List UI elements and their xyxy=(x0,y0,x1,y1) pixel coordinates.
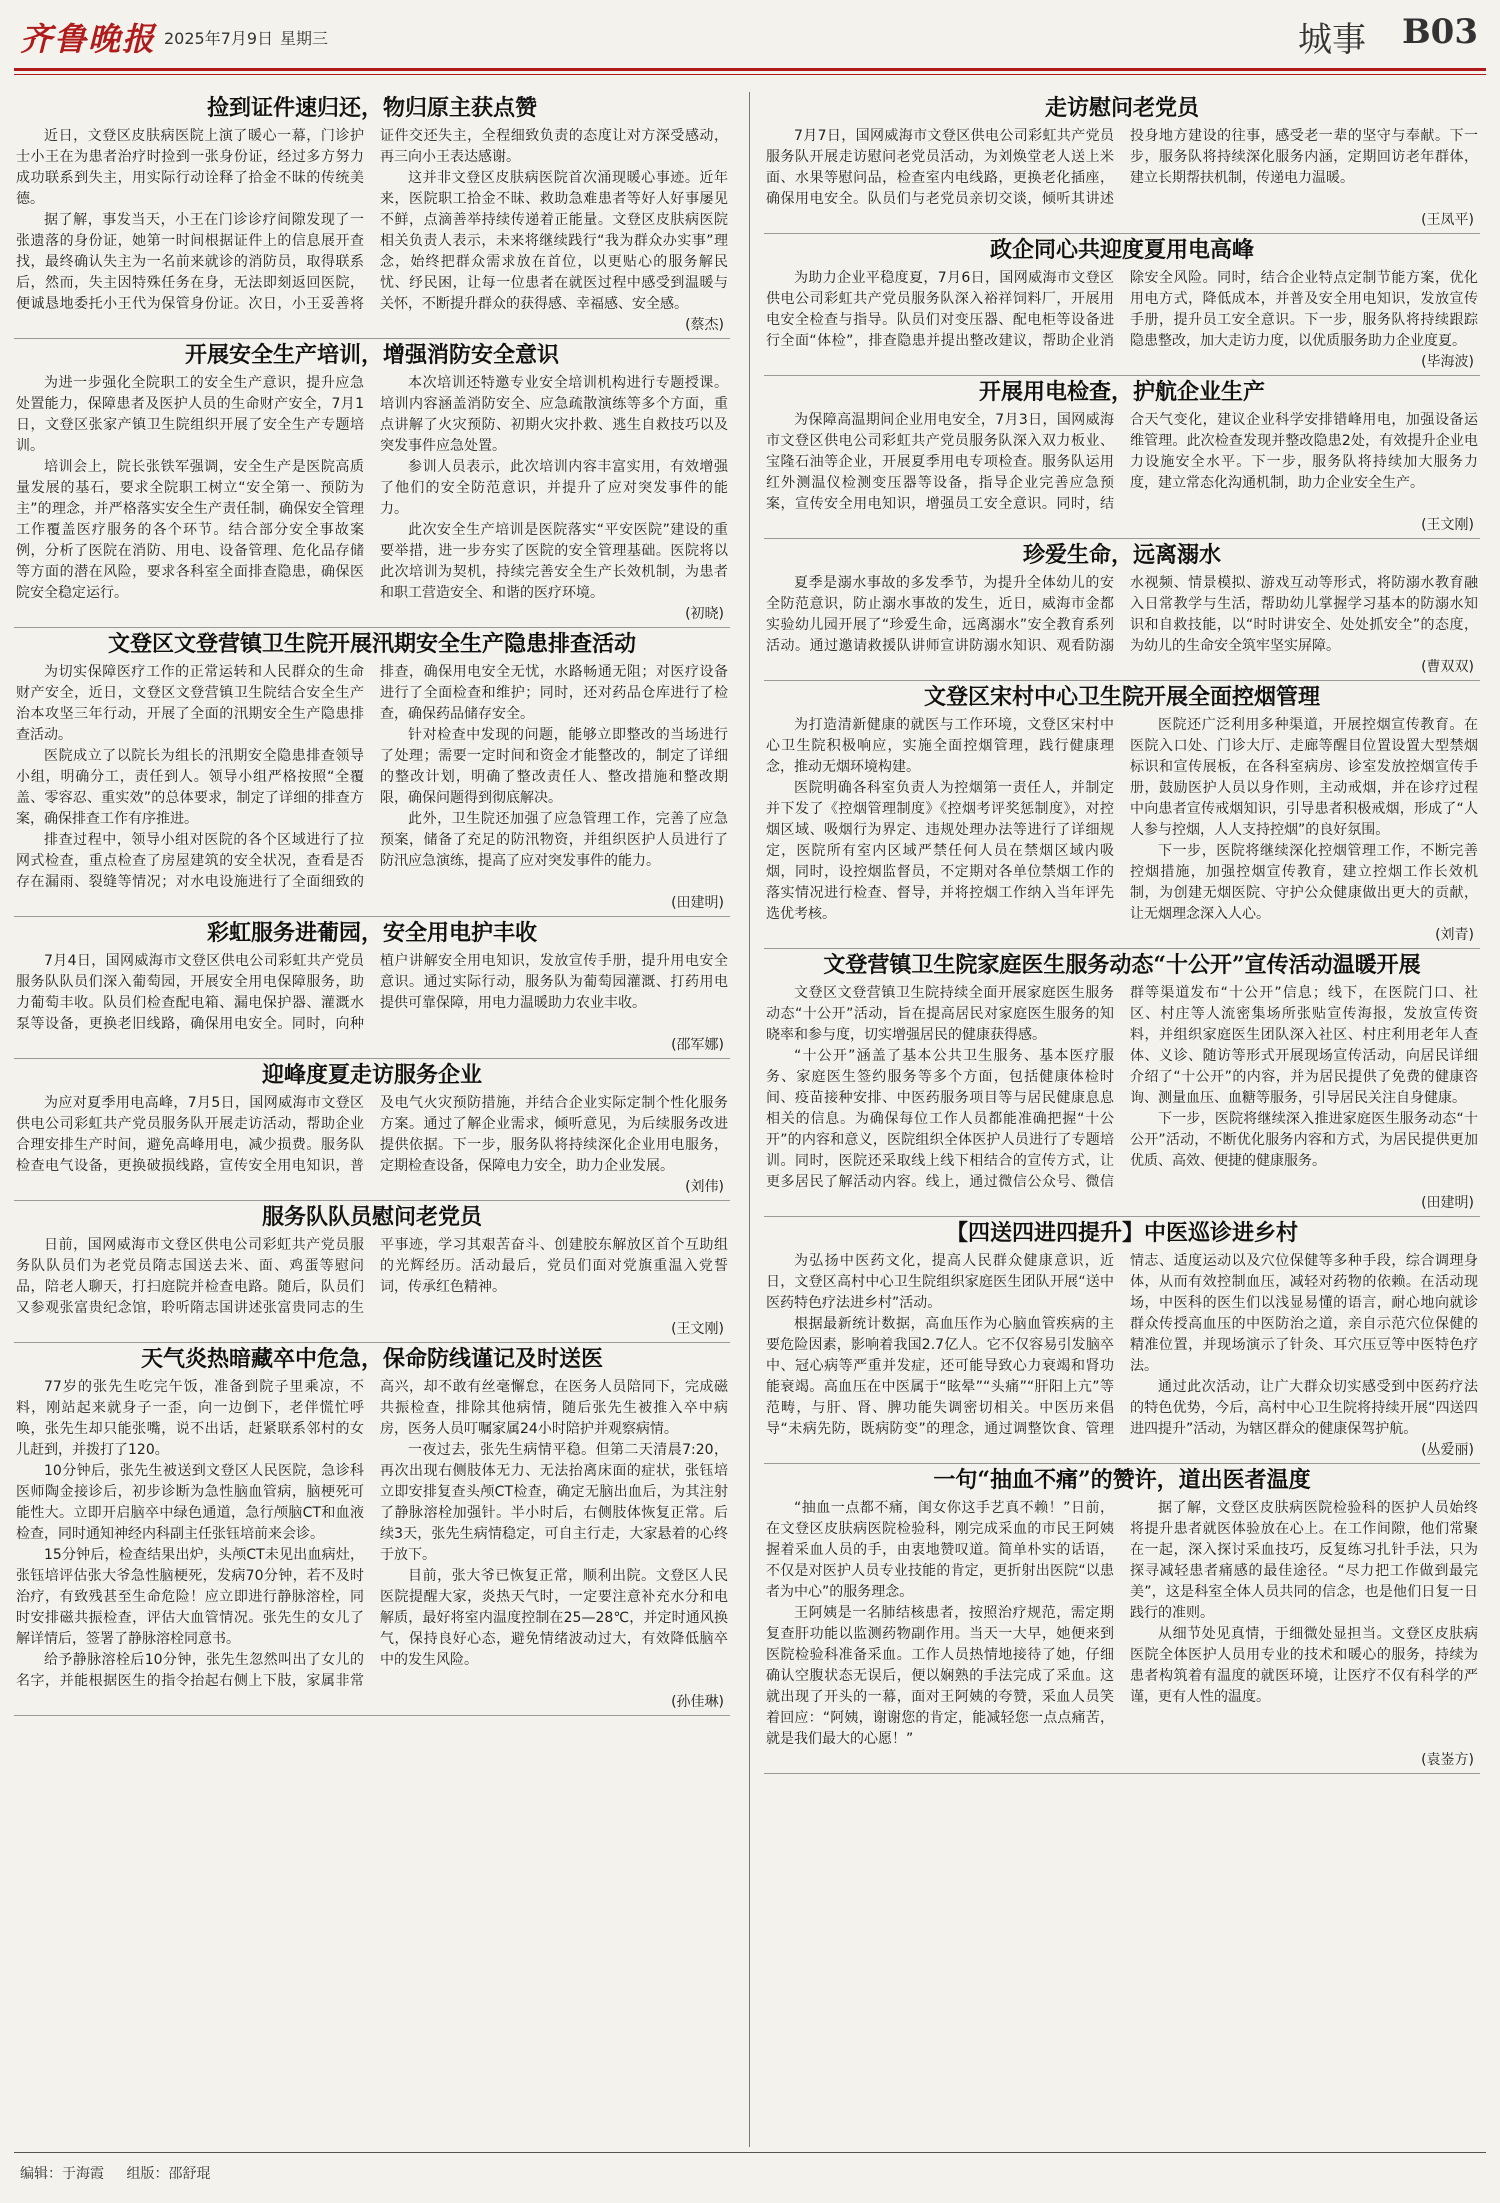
column-divider xyxy=(749,92,750,2147)
article-body xyxy=(766,1498,1478,1750)
article-body xyxy=(766,268,1478,352)
article xyxy=(764,378,1480,539)
article-byline: (初晓) xyxy=(685,606,724,622)
article-byline: (田建明) xyxy=(671,895,724,911)
article-paragraph: “抽血一点都不痛，闺女你这手艺真不赖！”日前，在文登区皮肤病医院检验科，刚完成采血的市民王阿姨握着采血人员的手，由衷地赞叹道。简单朴实的话语，不仅是对医护人员专业技能的肯定，更折射出医院“以患者为中心”的服务理念。 xyxy=(766,1500,1114,1600)
article-title: 政企同心共迎度夏用电高峰 xyxy=(989,237,1254,263)
article-title: 捡到证件速归还，物归原主获点赞 xyxy=(206,95,537,121)
article-paragraph: 下一步，医院将继续深入推进家庭医生服务动态“十公开”活动，不断优化服务内容和方式，为居民提供更加优质、高效、便捷的健康服务。 xyxy=(1130,1111,1478,1169)
issue-weekday: 星期三 xyxy=(280,29,329,48)
article-paragraph: 医院还广泛利用多种渠道，开展控烟宣传教育。在医院入口处、门诊大厅、走廊等醒目位置设置大型禁烟标识和宣传展板，在各科室病房、诊室发放控烟宣传手册，鼓励医护人员以身作则，主动戒烟，并在诊疗过程中向患者宣传戒烟知识，引导患者积极戒烟，形成了“人人参与控烟，人人支持控烟”的良好氛围。 xyxy=(1130,717,1478,838)
article-byline: (袁崟方) xyxy=(1421,1752,1474,1768)
article-paragraph: 参训人员表示，此次培训内容丰富实用，有效增强了他们的安全防范意识，并提升了应对突发事件的能力。 xyxy=(380,459,728,517)
article-body xyxy=(766,1251,1478,1440)
header-rule-thin xyxy=(14,74,1486,75)
article-paragraph: 为弘扬中医药文化，提高人民群众健康意识，近日，文登区高村中心卫生院组织家庭医生团队开展“送中医药特色疗法进乡村”活动。 xyxy=(766,1253,1114,1311)
article-byline: (刘青) xyxy=(1435,927,1474,943)
article-title: 开展用电检查，护航企业生产 xyxy=(978,379,1265,405)
article xyxy=(764,951,1480,1217)
article-title: 一句“抽血不痛”的赞许，道出医者温度 xyxy=(933,1467,1311,1493)
article-paragraph: 根据最新统计数据，高血压作为心脑血管疾病的主要危险因素，影响着我国2.7亿人。它不仅容易引发脑卒中、冠心病等严重并发症，还可能导致心力衰竭和肾功能衰竭。高血压在中医属于“眩晕”“头痛”“肝阳上亢”等范畴，与肝、肾、脾功能失调密切相关。中医历来倡导“未病先防，既病防变”的理念，通过调整饮食、管理情志、适度运动以及穴位保健等多种手段，综合调理身体，从而有效控制血压，减轻对药物的依赖。在活动现场，中医科的医生们以浅显易懂的语言，耐心地向就诊群众传授高血压的中医防治之道，亲自示范穴位保健的精准位置，并现场演示了针灸、耳穴压豆等中医特色疗法。 xyxy=(766,1253,1478,1437)
article-body xyxy=(766,715,1478,925)
masthead xyxy=(14,10,1486,66)
issue-date: 2025年7月9日 xyxy=(164,29,274,48)
article-paragraph: 针对检查中发现的问题，能够立即整改的当场进行了处理；需要一定时间和资金才能整改的，制定了详细的整改计划，明确了整改责任人、整改措施和整改期限，确保问题得到彻底解决。 xyxy=(380,727,728,806)
article-paragraph: 77岁的张先生吃完午饭，准备到院子里乘凉，不料，刚站起来就身子一歪，向一边倒下，老伴慌忙呼唤，张先生却只能张嘴，说不出话，赶紧联系邻村的女儿赶到，并拨打了120。 xyxy=(16,1379,364,1458)
article-title: 开展安全生产培训，增强消防安全意识 xyxy=(184,342,559,368)
header-rule xyxy=(14,68,1486,71)
article-body xyxy=(766,573,1478,657)
article xyxy=(764,1466,1480,1774)
right-column xyxy=(764,92,1480,2147)
article-paragraph: 7月7日，国网威海市文登区供电公司彩虹共产党员服务队开展走访慰问老党员活动，为刘焕堂老人送上米面、水果等慰问品，检查室内电线路，更换老化插座，确保用电安全。队员们与老党员亲切交谈，倾听其讲述投身地方建设的往事，感受老一辈的坚守与奉献。下一步，服务队将持续深化服务内涵，定期回访老年群体，建立长期帮扶机制，传递电力温暖。 xyxy=(766,128,1478,207)
page-footer xyxy=(20,2163,228,2183)
article-byline: (孙佳琳) xyxy=(671,1694,724,1710)
article xyxy=(14,94,730,339)
article-byline: (丛爱丽) xyxy=(1421,1442,1474,1458)
article-paragraph: 据了解，事发当天，小王在门诊诊疗间隙发现了一张遗落的身份证，她第一时间根据证件上的信息展开查找，最终确认失主为一名前来就诊的消防员，取得联系后，然而，失主因特殊任务在身，无法即刻返回医院，便诚恳地委托小王代为保管身份证。次日，小王妥善将证件交还失主，全程细致负责的态度让对方深受感动，再三向小王表达感谢。 xyxy=(16,128,728,312)
layout-credit: 组版：邵舒琨 xyxy=(126,2166,211,2182)
article-paragraph: 10分钟后，张先生被送到文登区人民医院，急诊科医师陶金接诊后，初步诊断为急性脑血管病，脑梗死可能性大。立即开启脑卒中绿色通道，急行颅脑CT和血液检查，同时通知神经内科副主任张钰培前来会诊。 xyxy=(16,1463,364,1542)
article-paragraph: 培训会上，院长张铁军强调，安全生产是医院高质量发展的基石，要求全院职工树立“安全第一、预防为主”的理念，并严格落实安全生产责任制，确保安全管理工作覆盖医疗服务的各个环节。结合部分安全事故案例，分析了医院在消防、用电、设备管理、危化品存储等方面的潜在风险，要求各科室全面排查隐患，确保医院安全稳定运行。 xyxy=(16,459,364,601)
article-paragraph: 据了解，文登区皮肤病医院检验科的医护人员始终将提升患者就医体验放在心上。在工作间隙，他们常聚在一起，深入探讨采血技巧，反复练习扎针手法，只为探寻减轻患者痛感的最佳途径。“尽力把工作做到最完美”，这是科室全体人员共同的信念，也是他们日复一日践行的准则。 xyxy=(1130,1500,1478,1621)
article-body xyxy=(16,1377,728,1692)
article-body xyxy=(16,373,728,604)
article-body xyxy=(16,662,728,893)
article-title: 珍爱生命，远离溺水 xyxy=(1022,542,1221,568)
left-column xyxy=(14,92,730,2147)
article-title: 迎峰度夏走访服务企业 xyxy=(261,1062,482,1088)
article-paragraph: 下一步，医院将继续深化控烟管理工作，不断完善控烟措施，加强控烟宣传教育，建立控烟工作长效机制，为创建无烟医院、守护公众健康做出更大的贡献，让无烟理念深入人心。 xyxy=(1130,843,1478,922)
article-body xyxy=(16,126,728,315)
section-name: 城事 xyxy=(1298,20,1366,60)
article xyxy=(14,1203,730,1343)
article-paragraph: “十公开”涵盖了基本公共卫生服务、基本医疗服务、家庭医生签约服务等多个方面，包括健康体检时间、疫苗接种安排、中医药服务项目等与居民健康息息相关的信息。为确保每位工作人员都能准确把握“十公开”的内容和意义，医院组织全体医护人员进行了专题培训。同时，医院还采取线上线下相结合的宣传方式，让更多居民了解活动内容。线上，通过微信公众号、微信群等渠道发布“十公开”信息；线下，在医院门口、社区、村庄等人流密集场所张贴宣传海报，发放宣传资料，并组织家庭医生团队深入社区、村庄利用老年人查体、义诊、随访等形式开展现场宣传活动，向居民详细介绍了“十公开”的内容，并为居民提供了免费的健康咨询、测量血压、血糖等服务，引导居民关注自身健康。 xyxy=(766,985,1478,1190)
article-title: 天气炎热暗藏卒中危急，保命防线谨记及时送医 xyxy=(140,1346,603,1372)
article-paragraph: 这并非文登区皮肤病医院首次涌现暖心事迹。近年来，医院职工拾金不昧、救助急难患者等好人好事屡见不鲜，点滴善举持续传递着正能量。文登区皮肤病医院相关负责人表示，未来将继续践行“我为群众办实事”理念，始终把群众需求放在首位，以更贴心的服务解民忧、纾民困，让每一位患者在就医过程中感受到温暖与关怀，不断提升群众的获得感、幸福感、安全感。 xyxy=(380,170,728,312)
article-paragraph: 医院明确各科室负责人为控烟第一责任人，并制定并下发了《控烟管理制度》《控烟考评奖惩制度》，对控烟区域、吸烟行为界定、违规处理办法等进行了详细规定，医院所有室内区域严禁任何人员在禁烟区域内吸烟，同时，设控烟监督员，不定期对各单位禁烟工作的落实情况进行检查、督导，并将控烟工作纳入当年评先选优考核。 xyxy=(766,780,1114,922)
article-body xyxy=(16,1235,728,1319)
article xyxy=(764,236,1480,376)
article-byline: (蔡杰) xyxy=(685,317,724,333)
article-body xyxy=(766,983,1478,1193)
article-paragraph: 为保障高温期间企业用电安全，7月3日，国网威海市文登区供电公司彩虹共产党员服务队深入双力板业、宝隆石油等企业，开展夏季用电专项检查。服务队运用红外测温仪检测变压器等设备，指导企业完善应急预案，宣传安全用电知识，增强员工安全意识。同时，结合天气变化，建议企业科学安排错峰用电，加强设备运维管理。此次检查发现并整改隐患2处，有效提升企业电力设施安全水平。下一步，服务队将持续加大服务力度，建立常态化沟通机制，助力企业安全生产。 xyxy=(766,412,1478,512)
article-paragraph: 为应对夏季用电高峰，7月5日，国网威海市文登区供电公司彩虹共产党员服务队开展走访活动，帮助企业合理安排生产时间，避免高峰用电，减少损费。服务队检查电气设备，更换破损线路，宣传安全用电知识，普及电气火灾预防措施，并结合企业实际定制个性化服务方案。通过了解企业需求，倾听意见，为后续服务改进提供依据。下一步，服务队将持续深化企业用电服务，定期检查设备，保障电力安全，助力企业发展。 xyxy=(16,1095,728,1174)
article-paragraph: 为进一步强化全院职工的安全生产意识，提升应急处置能力，保障患者及医护人员的生命财产安全，7月1日，文登区张家产镇卫生院组织开展了安全生产专题培训。 xyxy=(16,375,364,454)
article-paragraph: 夏季是溺水事故的多发季节，为提升全体幼儿的安全防范意识，防止溺水事故的发生，近日，威海市金都实验幼儿园开展了“珍爱生命，远离溺水”安全教育系列活动。通过邀请救援队讲师宣讲防溺水知识、观看防溺水视频、情景模拟、游戏互动等形式，将防溺水教育融入日常教学与生活，帮助幼儿掌握学习基本的防溺水知识和自救技能，以“时时讲安全、处处抓安全”的态度，为幼儿的生命安全筑牢坚实屏障。 xyxy=(766,575,1478,654)
article xyxy=(14,341,730,628)
article-paragraph: 此外，卫生院还加强了应急管理工作，完善了应急预案，储备了充足的防汛物资，并组织医护人员进行了防汛应急演练，提高了应对突发事件的能力。 xyxy=(380,811,728,869)
article-paragraph: 排查过程中，领导小组对医院的各个区域进行了拉网式检查，重点检查了房屋建筑的安全状况，查看是否存在漏雨、裂缝等情况；对水电设施进行了全面细致的排查，确保用电安全无忧，水路畅通无阻；对医疗设备进行了全面检查和维护；同时，还对药品仓库进行了检查，确保药品储存安全。 xyxy=(16,664,728,890)
article-byline: (田建明) xyxy=(1421,1195,1474,1211)
article-paragraph: 为切实保障医疗工作的正常运转和人民群众的生命财产安全，近日，文登区文登营镇卫生院结合安全生产治本攻坚三年行动，开展了全面的汛期安全生产隐患排查活动。 xyxy=(16,664,364,743)
article-paragraph: 王阿姨是一名肺结核患者，按照治疗规范，需定期复查肝功能以监测药物副作用。当天一大早，她便来到医院检验科准备采血。工作人员热情地接待了她，仔细确认空腹状态无误后，便以娴熟的手法完成了采血。这就出现了开头的一幕，面对王阿姨的夸赞，采血人员笑着回应：“阿姨，谢谢您的肯定，能减轻您一点点痛苦，就是我们最大的心愿！” xyxy=(766,1605,1114,1747)
article-paragraph: 此次安全生产培训是医院落实“平安医院”建设的重要举措，进一步夯实了医院的安全管理基础。医院将以此次培训为契机，持续完善安全生产长效机制，为患者和职工营造安全、和谐的医疗环境。 xyxy=(380,522,728,601)
article xyxy=(764,683,1480,949)
article-title: 彩虹服务进葡园，安全用电护丰收 xyxy=(206,920,537,946)
article-byline: (王文刚) xyxy=(1421,517,1474,533)
article-paragraph: 一夜过去，张先生病情平稳。但第二天清晨7:20，再次出现右侧肢体无力、无法抬离床面的症状，张钰培立即安排复查头颅CT检查，确定无脑出血后，为其注射了静脉溶栓加强针。半小时后，右侧肢体恢复正常。后续3天，张先生病情稳定，可自主行走，大家悬着的心终于放下。 xyxy=(380,1442,728,1563)
article-paragraph: 为打造清新健康的就医与工作环境，文登区宋村中心卫生院积极响应，实施全面控烟管理，践行健康理念，推动无烟环境构建。 xyxy=(766,717,1114,775)
article-paragraph: 日前，国网威海市文登区供电公司彩虹共产党员服务队队员们为老党员隋志国送去米、面、鸡蛋等慰问品，陪老人聊天，打扫庭院并检查电路。随后，队员们又参观张富贵纪念馆，聆听隋志国讲述张富贵同志的生平事迹，学习其艰苦奋斗、创建胶东解放区首个互助组的光辉经历。活动最后，党员们面对党旗重温入党誓词，传承红色精神。 xyxy=(16,1237,728,1316)
article-title: 文登区宋村中心卫生院开展全面控烟管理 xyxy=(923,684,1320,710)
article-body xyxy=(16,951,728,1035)
article xyxy=(14,1345,730,1716)
article xyxy=(14,630,730,917)
article-title: 服务队队员慰问老党员 xyxy=(261,1204,482,1230)
page-number: B03 xyxy=(1401,12,1478,52)
footer-rule xyxy=(14,2152,1486,2153)
article-title: 文登营镇卫生院家庭医生服务动态“十公开”宣传活动温暖开展 xyxy=(823,952,1421,978)
article-title: 【四送四进四提升】中医巡诊进乡村 xyxy=(945,1220,1298,1246)
article-paragraph: 本次培训还特邀专业安全培训机构进行专题授课。培训内容涵盖消防安全、应急疏散演练等多个方面，重点讲解了火灾预防、初期火灾扑救、逃生自救技巧以及突发事件应急处置。 xyxy=(380,375,728,454)
article-body xyxy=(766,410,1478,515)
article xyxy=(764,541,1480,681)
newspaper-logo: 齐鲁晚报 xyxy=(20,20,157,58)
article-byline: (曹双双) xyxy=(1421,659,1474,675)
article-paragraph: 7月4日，国网威海市文登区供电公司彩虹共产党员服务队队员们深入葡萄园，开展安全用电保障服务，助力葡萄丰收。队员们检查配电箱、漏电保护器、灌溉水泵等设备，更换老旧线路，确保用电安全。同时，向种植户讲解安全用电知识，发放宣传手册，提升用电安全意识。通过实际行动，服务队为葡萄园灌溉、打药用电提供可靠保障，用电力温暖助力农业丰收。 xyxy=(16,953,728,1032)
article-body xyxy=(16,1093,728,1177)
article-paragraph: 给予静脉溶栓后10分钟，张先生忽然叫出了女儿的名字，并能根据医生的指令抬起右侧上下肢，家属非常高兴，却不敢有丝毫懈怠，在医务人员陪同下，完成磁共振检查，排除其他病情，随后张先生被推入卒中病房，医务人员叮嘱家属24小时陪护并观察病情。 xyxy=(16,1379,728,1689)
article-paragraph: 目前，张大爷已恢复正常，顺利出院。文登区人民医院提醒大家，炎热天气时，一定要注意补充水分和电解质，最好将室内温度控制在25—28℃，并定时通风换气，保持良好心态，避免情绪波动过大，有效降低脑卒中的发生风险。 xyxy=(380,1568,728,1668)
article xyxy=(764,1219,1480,1464)
article xyxy=(14,1061,730,1201)
article-byline: (邵军娜) xyxy=(671,1037,724,1053)
article-paragraph: 近日，文登区皮肤病医院上演了暖心一幕，门诊护士小王在为患者治疗时捡到一张身份证，经过多方努力成功联系到失主，用实际行动诠释了拾金不昧的传统美德。 xyxy=(16,128,364,207)
article-byline: (王文刚) xyxy=(671,1321,724,1337)
article xyxy=(14,919,730,1059)
article-paragraph: 文登区文登营镇卫生院持续全面开展家庭医生服务动态“十公开”活动，旨在提高居民对家庭医生服务的知晓率和参与度，切实增强居民的健康获得感。 xyxy=(766,985,1114,1043)
article-paragraph: 医院成立了以院长为组长的汛期安全隐患排查领导小组，明确分工，责任到人。领导小组严格按照“全覆盖、零容忍、重实效”的总体要求，制定了详细的排查方案，确保排查工作有序推进。 xyxy=(16,748,364,827)
article-title: 走访慰问老党员 xyxy=(1044,95,1199,121)
article-paragraph: 从细节处见真情，于细微处显担当。文登区皮肤病医院全体医护人员用专业的技术和暖心的服务，持续为患者构筑着有温度的就医环境，让医疗不仅有科学的严谨，更有人性的温度。 xyxy=(1130,1626,1478,1705)
article-paragraph: 通过此次活动，让广大群众切实感受到中医药疗法的特色优势，今后，高村中心卫生院将持续开展“四送四进四提升”活动，为辖区群众的健康保驾护航。 xyxy=(1130,1379,1478,1437)
article-byline: (毕海波) xyxy=(1421,354,1474,370)
article-byline: (刘伟) xyxy=(685,1179,724,1195)
article-byline: (王凤平) xyxy=(1421,212,1474,228)
article-paragraph: 15分钟后，检查结果出炉，头颅CT未见出血病灶，张钰培评估张大爷急性脑梗死，发病70分钟，若不及时治疗，有致残甚至生命危险！应立即进行静脉溶栓，同时安排磁共振检查，评估大血管情况。张先生的女儿了解详情后，签署了静脉溶栓同意书。 xyxy=(16,1547,364,1647)
article-body xyxy=(766,126,1478,210)
article-paragraph: 为助力企业平稳度夏，7月6日，国网威海市文登区供电公司彩虹共产党员服务队深入裕祥饲料厂，开展用电安全检查与指导。队员们对变压器、配电柜等设备进行全面“体检”，排查隐患并提出整改建议，帮助企业消除安全风险。同时，结合企业特点定制节能方案，优化用电方式，降低成本，并普及安全用电知识，发放宣传手册，提升员工安全意识。下一步，服务队将持续跟踪隐患整改，加大走访力度，以优质服务助力企业度夏。 xyxy=(766,270,1478,349)
article xyxy=(764,94,1480,234)
article-title: 文登区文登营镇卫生院开展汛期安全生产隐患排查活动 xyxy=(107,631,636,657)
editor-credit: 编辑：于海霞 xyxy=(20,2166,104,2182)
